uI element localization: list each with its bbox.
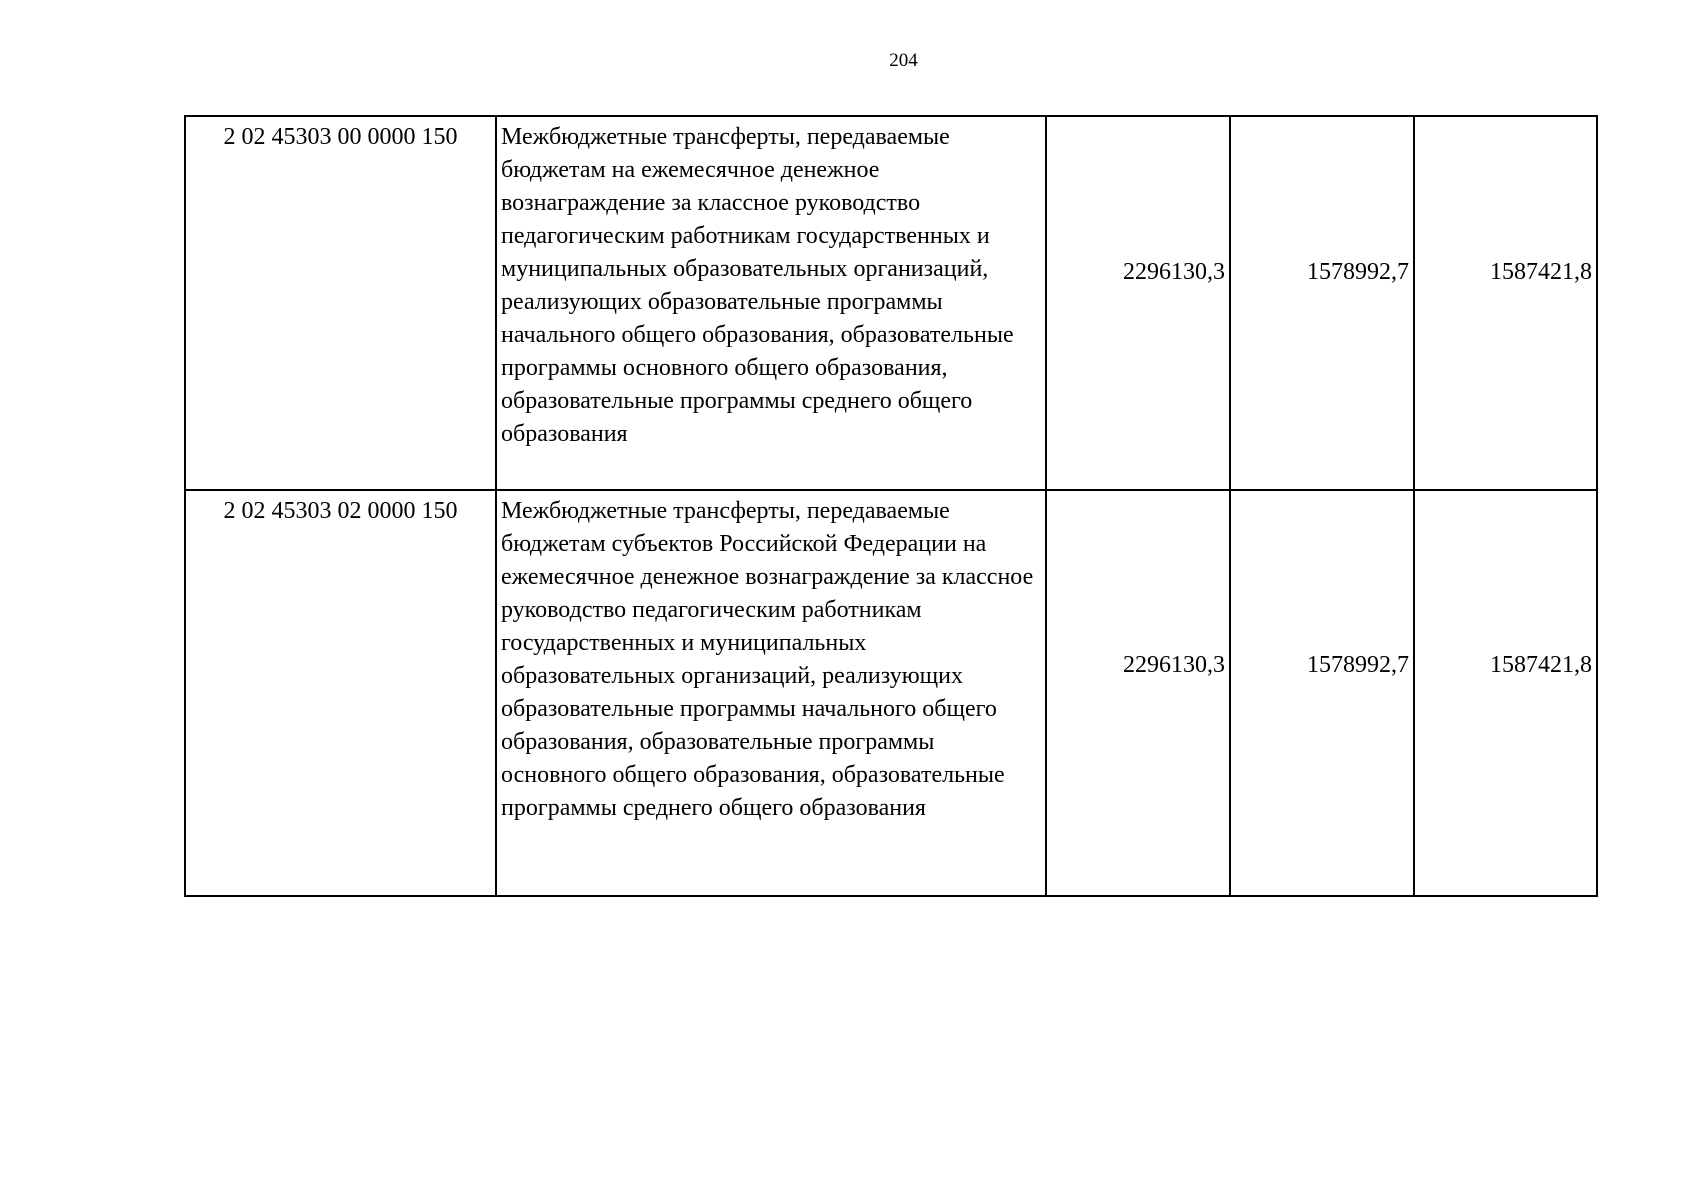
amount-cell-2: 1578992,7 — [1230, 490, 1414, 896]
description-cell: Межбюджетные трансферты, передаваемые бюджетам на ежемесячное денежное вознаграждение за классное руководство педагогическим работникам государственных и муниципальных образовательных организаций, реализующих образовательные программы начального общего образования, образовательные программы основного общего образования, образовательные программы среднего общего образования — [496, 116, 1046, 490]
budget-table — [184, 115, 1598, 897]
amount-cell-3: 1587421,8 — [1414, 490, 1597, 896]
table-row — [185, 490, 1597, 896]
amount-cell-1: 2296130,3 — [1046, 116, 1230, 490]
table-row — [185, 116, 1597, 490]
amount-cell-2: 1578992,7 — [1230, 116, 1414, 490]
budget-code-cell: 2 02 45303 00 0000 150 — [185, 116, 496, 490]
amount-cell-3: 1587421,8 — [1414, 116, 1597, 490]
description-cell: Межбюджетные трансферты, передаваемые бюджетам субъектов Российской Федерации на ежемесячное денежное вознаграждение за классное руководство педагогическим работникам государственных и муниципальных образовательных организаций, реализующих образовательные программы начального общего образования, образовательные программы основного общего образования, образовательные программы среднего общего образования — [496, 490, 1046, 896]
amount-cell-1: 2296130,3 — [1046, 490, 1230, 896]
page-number: 204 — [889, 50, 918, 71]
budget-code-cell: 2 02 45303 02 0000 150 — [185, 490, 496, 896]
